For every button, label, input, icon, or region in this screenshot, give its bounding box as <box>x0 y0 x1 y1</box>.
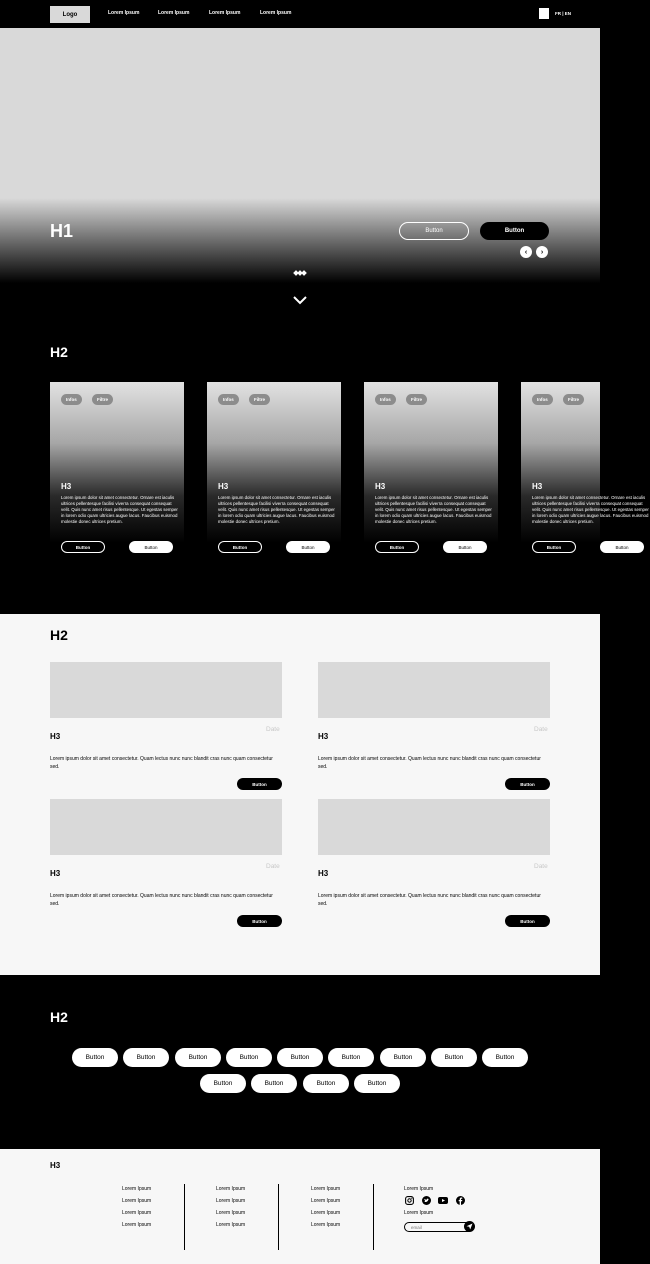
tag-infos[interactable]: Infos <box>532 394 553 405</box>
card-text: Lorem ipsum dolor sit amet consectetur. Ornare est iaculis ultrices pellentesque facilisi viverra consequat consequat velit. Quis nunc amet risus pellentesque. Ut egestas semper in lorem odio quam ultricies augue lacus. Faucibus euismod molestie donec ultrices pretium. <box>218 495 335 524</box>
footer-link[interactable]: Lorem Ipsum <box>122 1186 152 1192</box>
card-title: H3 <box>218 482 229 491</box>
card-outline-button[interactable]: Button <box>375 541 419 553</box>
card-primary-button[interactable]: Button <box>443 541 487 553</box>
card[interactable] <box>50 382 184 557</box>
chevron-right-icon[interactable]: › <box>536 246 548 258</box>
tag-button[interactable]: Button <box>354 1074 400 1093</box>
footer-link[interactable]: Lorem Ipsum <box>216 1186 246 1192</box>
logo[interactable]: Logo <box>50 6 90 23</box>
card-outline-button[interactable]: Button <box>532 541 576 553</box>
tag-button[interactable]: Button <box>482 1048 528 1067</box>
tag-button[interactable]: Button <box>175 1048 221 1067</box>
nav-link-4[interactable]: Lorem Ipsum <box>260 10 292 16</box>
card-primary-button[interactable]: Button <box>129 541 173 553</box>
chevron-left-icon[interactable]: ‹ <box>520 246 532 258</box>
chevron-down-icon[interactable] <box>292 294 308 306</box>
news-image[interactable] <box>50 662 282 718</box>
footer-divider <box>373 1184 374 1250</box>
news-title: H3 <box>50 869 61 878</box>
card-outline-button[interactable]: Button <box>218 541 262 553</box>
send-icon[interactable] <box>464 1221 475 1232</box>
news-button[interactable]: Button <box>237 778 282 790</box>
social-title: Lorem Ipsum <box>404 1186 434 1192</box>
tag-button[interactable]: Button <box>328 1048 374 1067</box>
newsletter-title: Lorem Ipsum <box>404 1210 434 1216</box>
card-title: H3 <box>375 482 386 491</box>
news-image[interactable] <box>50 799 282 855</box>
section-title: H2 <box>50 344 68 360</box>
news-image[interactable] <box>318 799 550 855</box>
user-icon[interactable] <box>539 8 549 19</box>
footer-link[interactable]: Lorem Ipsum <box>216 1198 246 1204</box>
card[interactable] <box>364 382 498 557</box>
card-outline-button[interactable]: Button <box>61 541 105 553</box>
card-title: H3 <box>532 482 543 491</box>
tag-button[interactable]: Button <box>226 1048 272 1067</box>
footer-link[interactable]: Lorem Ipsum <box>216 1222 246 1228</box>
top-nav <box>0 0 600 28</box>
nav-link-2[interactable]: Lorem Ipsum <box>158 10 190 16</box>
section-title: H2 <box>50 627 68 643</box>
twitter-icon[interactable] <box>422 1196 431 1205</box>
tag-filtre[interactable]: Filtre <box>249 394 270 405</box>
section-title: H2 <box>50 1009 68 1025</box>
tag-button[interactable]: Button <box>277 1048 323 1067</box>
card-text: Lorem ipsum dolor sit amet consectetur. Ornare est iaculis ultrices pellentesque facilisi viverra consequat consequat velit. Quis nunc amet risus pellentesque. Ut egestas semper in lorem odio quam ultricies augue lacus. Faucibus euismod molestie donec ultrices pretium. <box>375 495 492 524</box>
news-title: H3 <box>318 732 329 741</box>
card-primary-button[interactable]: Button <box>600 541 644 553</box>
hero-primary-button[interactable]: Button <box>480 222 549 240</box>
footer-link[interactable]: Lorem Ipsum <box>311 1222 341 1228</box>
tag-infos[interactable]: Infos <box>375 394 396 405</box>
card-title: H3 <box>61 482 72 491</box>
nav-link-3[interactable]: Lorem Ipsum <box>209 10 241 16</box>
news-date: Date <box>534 863 548 870</box>
card-text: Lorem ipsum dolor sit amet consectetur. Ornare est iaculis ultrices pellentesque facilisi viverra consequat consequat velit. Quis nunc amet risus pellentesque. Ut egestas semper in lorem odio quam ultricies augue lacus. Faucibus euismod molestie donec ultrices pretium. <box>532 495 649 524</box>
footer-title: H3 <box>50 1161 61 1170</box>
news-text: Lorem ipsum dolor sit amet consectetur. Quam lectus nunc nunc blandit cras nunc quam consectetur sed. <box>50 893 273 907</box>
card[interactable] <box>207 382 341 557</box>
news-text: Lorem ipsum dolor sit amet consectetur. Quam lectus nunc nunc blandit cras nunc quam consectetur sed. <box>318 893 541 907</box>
tag-filtre[interactable]: Filtre <box>92 394 113 405</box>
news-date: Date <box>266 726 280 733</box>
footer-link[interactable]: Lorem Ipsum <box>311 1186 341 1192</box>
news-date: Date <box>266 863 280 870</box>
language-switch[interactable]: FR | EN <box>555 11 572 16</box>
tag-infos[interactable]: Infos <box>218 394 239 405</box>
news-image[interactable] <box>318 662 550 718</box>
footer-link[interactable]: Lorem Ipsum <box>216 1210 246 1216</box>
footer <box>0 1149 600 1264</box>
tag-button[interactable]: Button <box>303 1074 349 1093</box>
tag-button[interactable]: Button <box>251 1074 297 1093</box>
card-text: Lorem ipsum dolor sit amet consectetur. Ornare est iaculis ultrices pellentesque facilisi viverra consequat consequat velit. Quis nunc amet risus pellentesque. Ut egestas semper in lorem odio quam ultricies augue lacus. Faucibus euismod molestie donec ultrices pretium. <box>61 495 178 524</box>
facebook-icon[interactable] <box>456 1196 465 1205</box>
hero-title: H1 <box>50 221 74 241</box>
hero-outline-button[interactable]: Button <box>399 222 469 240</box>
tag-button[interactable]: Button <box>72 1048 118 1067</box>
tag-button[interactable]: Button <box>431 1048 477 1067</box>
tag-filtre[interactable]: Filtre <box>563 394 584 405</box>
footer-link[interactable]: Lorem Ipsum <box>122 1222 152 1228</box>
footer-link[interactable]: Lorem Ipsum <box>311 1210 341 1216</box>
news-title: H3 <box>50 732 61 741</box>
news-title: H3 <box>318 869 329 878</box>
tag-button[interactable]: Button <box>200 1074 246 1093</box>
nav-link-1[interactable]: Lorem Ipsum <box>108 10 140 16</box>
news-button[interactable]: Button <box>505 915 550 927</box>
news-date: Date <box>534 726 548 733</box>
footer-link[interactable]: Lorem Ipsum <box>311 1198 341 1204</box>
news-text: Lorem ipsum dolor sit amet consectetur. Quam lectus nunc nunc blandit cras nunc quam consectetur sed. <box>50 756 273 770</box>
tag-button[interactable]: Button <box>380 1048 426 1067</box>
news-button[interactable]: Button <box>237 915 282 927</box>
footer-divider <box>184 1184 185 1250</box>
card[interactable] <box>521 382 649 557</box>
instagram-icon[interactable] <box>405 1196 414 1205</box>
news-text: Lorem ipsum dolor sit amet consectetur. Quam lectus nunc nunc blandit cras nunc quam consectetur sed. <box>318 756 541 770</box>
footer-divider <box>278 1184 279 1250</box>
card-primary-button[interactable]: Button <box>286 541 330 553</box>
footer-link[interactable]: Lorem Ipsum <box>122 1198 152 1204</box>
tag-button[interactable]: Button <box>123 1048 169 1067</box>
youtube-icon[interactable] <box>438 1197 448 1204</box>
tag-infos[interactable]: Infos <box>61 394 82 405</box>
tag-filtre[interactable]: Filtre <box>406 394 427 405</box>
footer-link[interactable]: Lorem Ipsum <box>122 1210 152 1216</box>
news-button[interactable]: Button <box>505 778 550 790</box>
